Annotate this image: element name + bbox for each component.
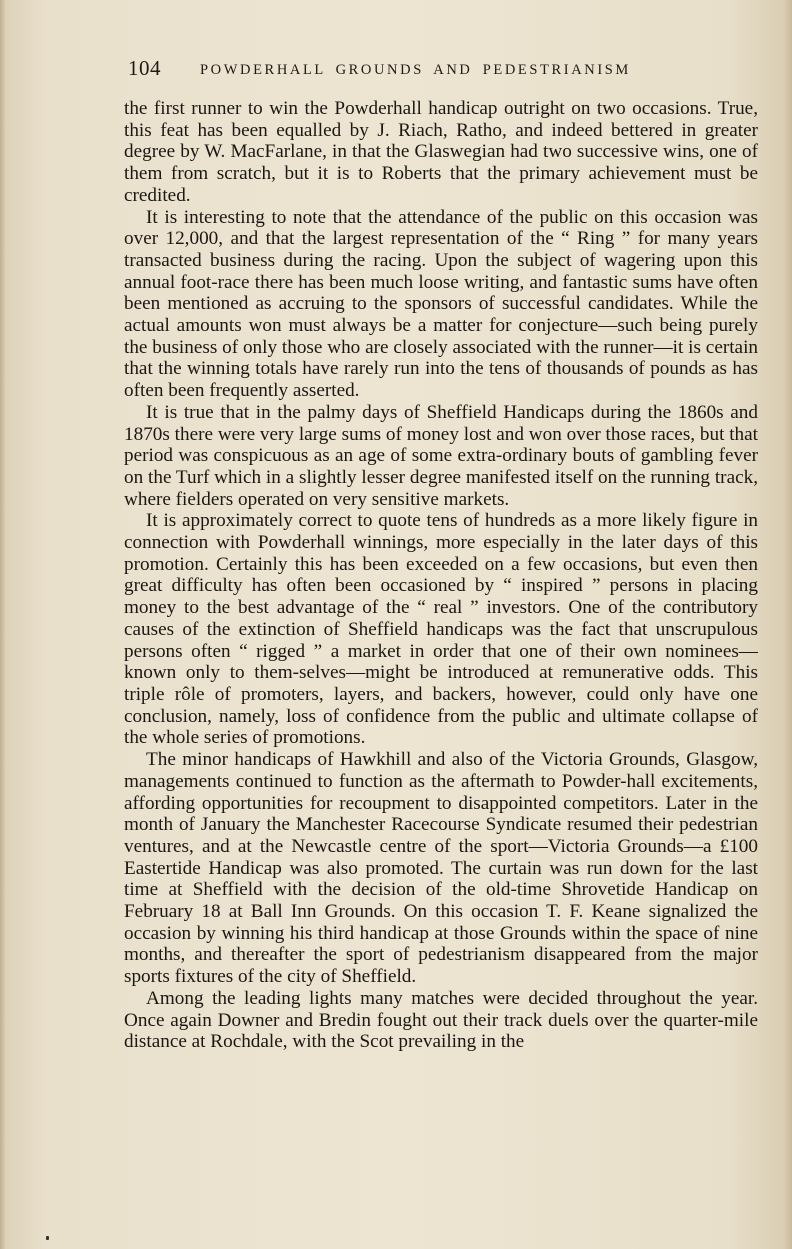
page-number: 104 xyxy=(128,56,161,80)
paragraph-matches: Among the leading lights many matches were decided throughout the year. Once again Downer and Bredin fought out their track duels over the quarter-mile distance at Rochdale, with the Scot prevailing in the xyxy=(124,987,758,1053)
paper-speck xyxy=(46,1236,49,1240)
paragraph-attendance: It is interesting to note that the attendance of the public on this occasion was over 12,000, and that the largest representation of the “ Ring ” for many years transacted business during the racing. Upon the subject of wagering upon this annual foot-race there has been much loose writing, and fantastic sums have often been mentioned as accruing to the sponsors of successful candidates. While the actual amounts won must always be a matter for conjecture—such being purely the business of only those who are closely associated with the runner—it is certain that the winning totals have rarely run into the tens of thousands of pounds as has often been frequently asserted. xyxy=(124,206,758,402)
paragraph-sheffield-handicaps: It is true that in the palmy days of Sheffield Handicaps during the 1860s and 1870s there were very large sums of money lost and won over those races, but that period was conspicuous as an age of some extra-ordinary bouts of gambling fever on the Turf which in a slightly lesser degree manifested itself on the running track, where fielders operated on very sensitive markets. xyxy=(124,401,758,510)
page-right-shadow xyxy=(784,0,792,1249)
page-left-shadow xyxy=(0,0,6,1249)
running-title: POWDERHALL GROUNDS AND PEDESTRIANISM xyxy=(200,62,631,78)
paragraph-continuation: the first runner to win the Powderhall handicap outright on two occasions. True, this feat has been equalled by J. Riach, Ratho, and indeed bettered in greater degree by W. MacFarlane, in that the Glaswegian had two successive wins, one of them from scratch, but it is to Roberts that the primary achievement must be credited. xyxy=(124,98,758,206)
paragraph-powderhall-winnings: It is approximately correct to quote tens of hundreds as a more likely figure in connection with Powderhall winnings, more especially in the later days of this promotion. Certainly this has been exceeded on a few occasions, but even then great difficulty has often been occasioned by “ inspired ” persons in placing money to the best advantage of the “ real ” investors. One of the contributory causes of the extinction of Sheffield handicaps was the fact that unscrupulous persons often “ rigged ” a market in order that one of their own nominees—known only to them-selves—might be introduced at remunerative odds. This triple rôle of promoters, layers, and backers, however, could only have one conclusion, namely, loss of confidence from the public and ultimate collapse of the whole series of promotions. xyxy=(124,510,758,749)
page-header xyxy=(128,56,768,86)
paragraph-minor-handicaps: The minor handicaps of Hawkhill and also of the Victoria Grounds, Glasgow, managements continued to function as the aftermath to Powder-hall excitements, affording opportunities for recoupment to disappointed competitors. Later in the month of January the Manchester Racecourse Syndicate resumed their pedestrian ventures, and at the Newcastle centre of the sport—Victoria Grounds—a £100 Eastertide Handicap was also promoted. The curtain was run down for the last time at Sheffield with the decision of the old-time Shrovetide Handicap on February 18 at Ball Inn Grounds. On this occasion T. F. Keane signalized the occasion by winning his third handicap at those Grounds within the space of nine months, and thereafter the sport of pedestrianism disappeared from the major sports fixtures of the city of Sheffield. xyxy=(124,749,758,988)
body-text xyxy=(124,98,758,1053)
